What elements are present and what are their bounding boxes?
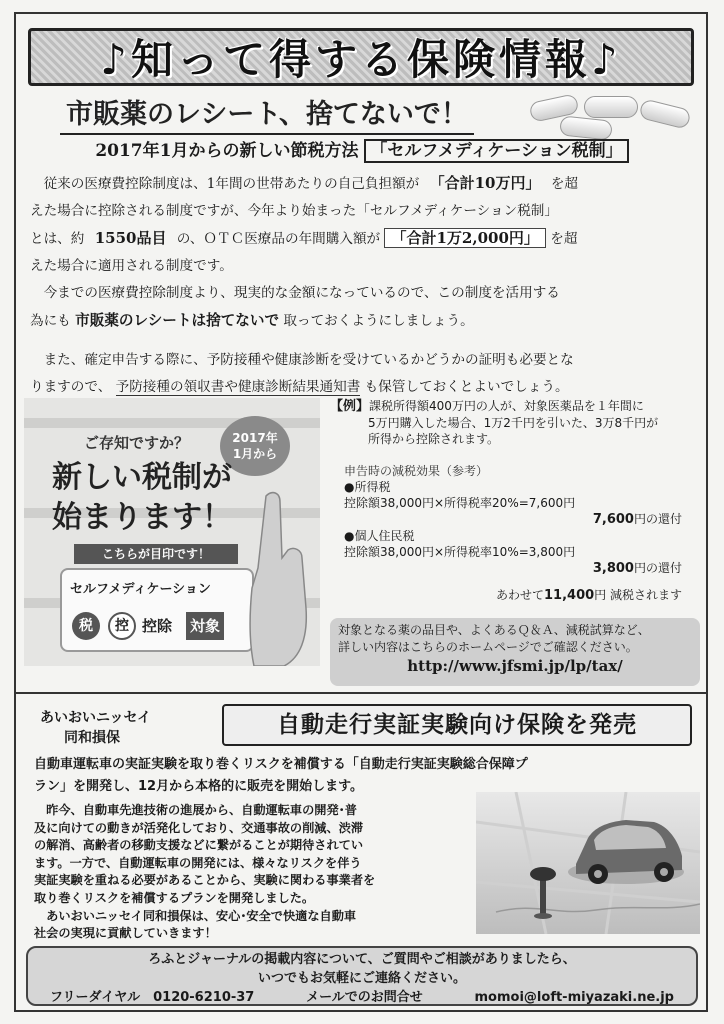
free-dial-label: フリーダイヤル (50, 990, 141, 1005)
promo-headline (52, 458, 232, 538)
car-on-map-icon (476, 792, 700, 934)
income-tax-refund: 7,600 (592, 512, 634, 527)
income-tax-refund-suffix: 円の還付 (633, 512, 682, 526)
intro-text-9: 為にも (30, 313, 71, 329)
info-line-1: 対象となる薬の品目や、よくあるＱ＆Ａ、減税試算など、 (338, 623, 650, 637)
promo-card-word-deduction: 控除 (142, 617, 173, 635)
example-calculation (330, 398, 702, 608)
income-tax-label: ●所得税 (344, 480, 391, 494)
intro-text-11: また、確定申告する際に、予防接種や健康診断を受けているかどうかの証明も必要とな (43, 352, 574, 368)
total-post: 円 減税されます (594, 588, 682, 602)
insurance-body (34, 802, 466, 943)
insurer-brand (40, 708, 192, 748)
resident-tax-refund-suffix: 円の還付 (633, 561, 682, 575)
title-banner (28, 28, 694, 86)
intro-text-5: の、ＯＴＣ医療品の年間購入額が (176, 231, 381, 247)
info-line-2: 詳しい内容はこちらのホームページでご確認ください。 (338, 640, 638, 654)
car-map-photo (476, 792, 700, 934)
intro-text-7: えた場合に適用される制度です。 (30, 258, 233, 274)
intro-text-4: とは、約 (30, 231, 85, 247)
mail-address[interactable]: momoi@loft-miyazaki.ne.jp (474, 990, 674, 1005)
insurance-title: 自動走行実証実験向け保険を発売 (222, 704, 692, 746)
intro-text (30, 170, 694, 401)
info-url[interactable]: http://www.jfsmi.jp/lp/tax/ (407, 657, 623, 675)
promo-question: ご存知ですか？ (84, 434, 190, 452)
promo-badge-month: 1月から (232, 447, 278, 461)
subheadline-program: 「セルフメディケーション税制」 (364, 139, 628, 163)
promo-mark-bar: こちらが目印です！ (74, 544, 238, 564)
effect-title: 申告時の減税効果（参考） (344, 464, 489, 478)
intro-text-13: も保管しておくとよいでしょう。 (364, 379, 569, 395)
resident-tax-calc: 控除額38,000円×所得税率10%=3,800円 (344, 545, 576, 559)
pill-illustration (520, 94, 710, 138)
income-tax-calc: 控除額38,000円×所得税率20%=7,600円 (344, 496, 576, 510)
promo-card: セルフメディケーション 税 控 控除 対象 (60, 568, 254, 652)
example-line-3: 所得から控除されます。 (368, 432, 500, 446)
intro-text-1: 従来の医療費控除制度は、1年間の世帯あたりの自己負担額が (43, 176, 420, 192)
headline: 市販薬のレシート、捨てないで！ (60, 92, 474, 135)
subheadline-text: 2017年1月からの新しい節税方法 (95, 141, 359, 161)
insurer-brand-line-2: 同和損保 (64, 730, 120, 746)
footer-line-1: ろふとジャーナルの掲載内容について、ご質問やご相談がありましたら、 (148, 952, 576, 967)
free-dial-number[interactable]: 0120-6210-37 (153, 990, 255, 1005)
example-line-1: 課税所得額400万円の人が、対象医薬品を１年間に (369, 399, 644, 413)
promo-card-title: セルフメディケーション (70, 582, 211, 597)
intro-text-10: 取っておくようにしましょう。 (283, 313, 474, 329)
promo-headline-1: 新しい税制が (52, 460, 232, 495)
intro-text-12: りますので、 (30, 379, 112, 395)
emphasis-documents: 予防接種の領収書や健康診断結果通知書 (115, 379, 361, 395)
tax-circle-icon: 税 (72, 612, 100, 640)
resident-tax-refund: 3,800 (592, 561, 634, 576)
section-divider (14, 692, 708, 694)
resident-tax-label: ●個人住民税 (344, 529, 415, 543)
example-line-2: 5万円購入した場合、1万2千円を引いた、3万8千円が (368, 416, 659, 430)
insurance-body-6: 取り巻くリスクを補償するプランを開発しました。 (34, 890, 315, 905)
insurance-body-3: の解消、高齢者の移動支援などに繋がることが期待されてい (34, 838, 364, 853)
promo-illustration (24, 398, 320, 666)
amount-12000: 「合計1万2,000円」 (384, 228, 545, 248)
intro-text-6: を超 (550, 231, 578, 247)
footer-line-2: いつでもお気軽にご連絡ください。 (257, 971, 466, 986)
insurance-lead-1: 自動車運転車の実証実験を取り巻くリスクを補償する「自動走行実証実験総合保障プ (34, 757, 528, 772)
pointing-hand-icon (244, 488, 320, 666)
insurance-body-2: 及に向けての動きが活発化しており、交通事故の削減、渋滞 (34, 820, 364, 835)
subheadline (22, 136, 702, 161)
page-title: ♪知って得する保険情報♪ (100, 35, 622, 84)
total-pre: あわせて (495, 588, 544, 602)
insurance-body-1: 昨今、自動車先進技術の進展から、自動運転車の開発･普 (34, 803, 357, 817)
promo-card-word-target: 対象 (186, 612, 224, 640)
contact-footer (26, 946, 698, 1006)
promo-headline-2: 始まります！ (52, 500, 232, 535)
intro-text-8: 今までの医療費控除制度より、現実的な金額になっているので、この制度を活用する (43, 285, 560, 301)
amount-100000: 「合計10万円」 (429, 174, 541, 192)
mail-label: メールでのお問合せ (306, 990, 423, 1005)
total-value: 11,400 (544, 588, 595, 603)
promo-badge-year: 2017年 (232, 431, 278, 445)
insurance-body-5: 実証実験を重ねる必要があることから、実験に関わる事業者を (34, 873, 376, 888)
insurer-brand-line-1: あいおいニッセイ (40, 710, 152, 726)
intro-text-2: を超 (550, 176, 578, 192)
item-count: 1550品目 (94, 229, 167, 247)
intro-text-3: えた場合に控除される制度ですが、今年より始まった「セルフメディケーション税制」 (30, 203, 558, 219)
info-box (330, 618, 700, 686)
insurance-body-4: ます。一方で、自動運転車の開発には、様々なリスクを伴う (34, 855, 362, 870)
insurance-body-8: 社会の実現に貢献していきます！ (34, 926, 217, 941)
insurance-lead-2: ラン」を開発し、12月から本格的に販売を開始します。 (34, 779, 364, 794)
emphasis-receipts: 市販薬のレシートは捨てないで (75, 312, 280, 329)
example-label: 【例】 (330, 399, 370, 414)
insurance-body-7: あいおいニッセイ同和損保は、安心･安全で快適な自動車 (34, 908, 357, 923)
